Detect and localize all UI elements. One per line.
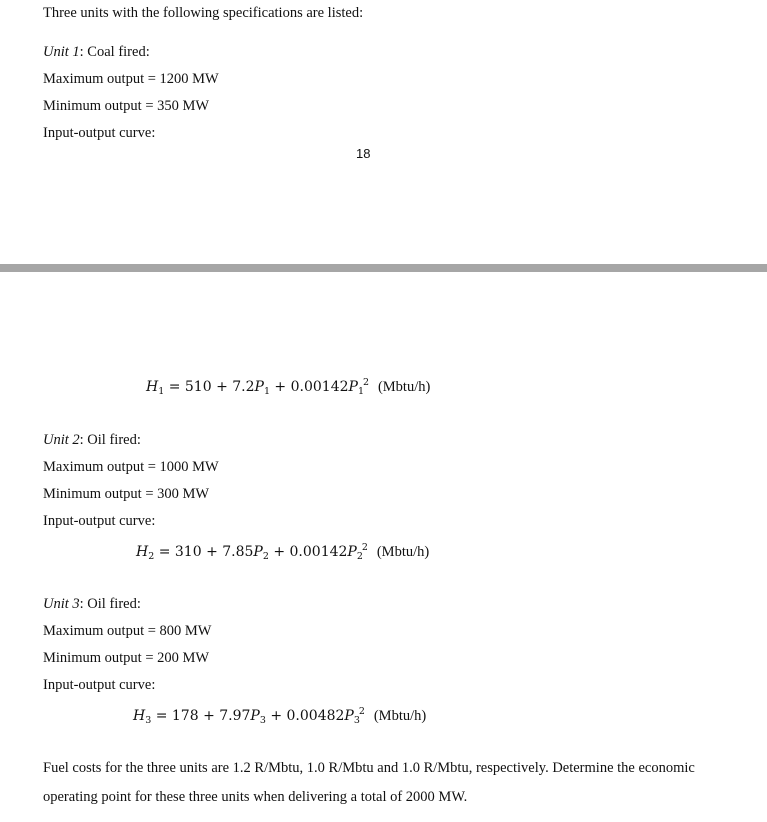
unit2-heading [43,432,141,449]
unit1-name: Unit 1 [43,44,80,60]
unit1-heading [43,44,150,61]
unit1-eq-rest: = 510 + 7.2 [164,379,255,395]
unit2-max-output: Maximum output = 1000 MW [43,459,219,475]
unit3-eq-rest: = 178 + 7.97 [151,708,251,724]
unit1-eq-sup: 2 [362,377,370,388]
page-number: 18 [356,146,371,161]
unit1-min-output: Minimum output = 350 MW [43,98,210,114]
unit1-equation [146,377,430,397]
unit2-min-output: Minimum output = 300 MW [43,486,210,502]
unit1-eq-p2-sub: 1 [357,386,364,397]
unit3-eq-p2-sub: 3 [353,715,360,726]
unit3-eq-sup: 2 [358,706,365,717]
unit1-type: : Coal fired: [79,44,150,60]
unit3-eq-mid: + 0.00482 [265,708,345,724]
unit2-eq-rest: = 310 + 7.85 [154,544,254,560]
unit3-eq-p2: P [344,708,354,724]
intro-text: Three units with the following specifications are listed: [43,5,364,21]
unit3-eq-unit: (Mbtu/h) [373,708,427,724]
unit1-curve-label: Input-output curve: [43,125,156,141]
unit3-type: : Oil fired: [79,596,141,612]
unit2-eq-unit: (Mbtu/h) [376,544,430,560]
unit1-eq-p: P [254,379,264,395]
unit2-eq-mid: + 0.00142 [268,544,348,560]
unit3-eq-p: P [250,708,260,724]
unit1-eq-lhs-sub: 1 [158,386,165,397]
unit2-curve-label: Input-output curve: [43,513,156,529]
unit2-eq-p-sub: 2 [262,551,269,562]
unit3-max-output: Maximum output = 800 MW [43,623,212,639]
unit2-eq-p2: P [347,544,357,560]
unit3-name: Unit 3 [43,596,80,612]
unit1-eq-p-sub: 1 [263,386,270,397]
unit2-eq-sup: 2 [361,542,368,553]
unit1-eq-p2: P [348,379,358,395]
unit3-equation [133,706,426,726]
unit3-curve-label: Input-output curve: [43,677,156,693]
unit2-equation [136,542,429,562]
unit3-eq-p-sub: 3 [259,715,266,726]
unit3-heading [43,596,141,613]
unit1-eq-mid: + 0.00142 [269,379,349,395]
unit3-eq-lhs: H [133,708,146,724]
unit2-name: Unit 2 [43,432,80,448]
unit2-eq-p2-sub: 2 [356,551,363,562]
unit1-eq-unit: (Mbtu/h) [377,379,431,395]
closing-paragraph: Fuel costs for the three units are 1.2 R/Mbtu, 1.0 R/Mbtu and 1.0 R/Mbtu, respectively. Determine the economic operating point for these three units when delivering a total of 2000 MW. [43,760,695,805]
unit2-eq-lhs: H [136,544,149,560]
unit3-eq-lhs-sub: 3 [145,715,152,726]
unit1-eq-lhs: H [146,379,159,395]
page-divider [0,264,767,272]
unit2-type: : Oil fired: [79,432,141,448]
unit1-max-output: Maximum output = 1200 MW [43,71,219,87]
unit3-min-output: Minimum output = 200 MW [43,650,210,666]
unit2-eq-lhs-sub: 2 [148,551,155,562]
unit2-eq-p: P [253,544,263,560]
